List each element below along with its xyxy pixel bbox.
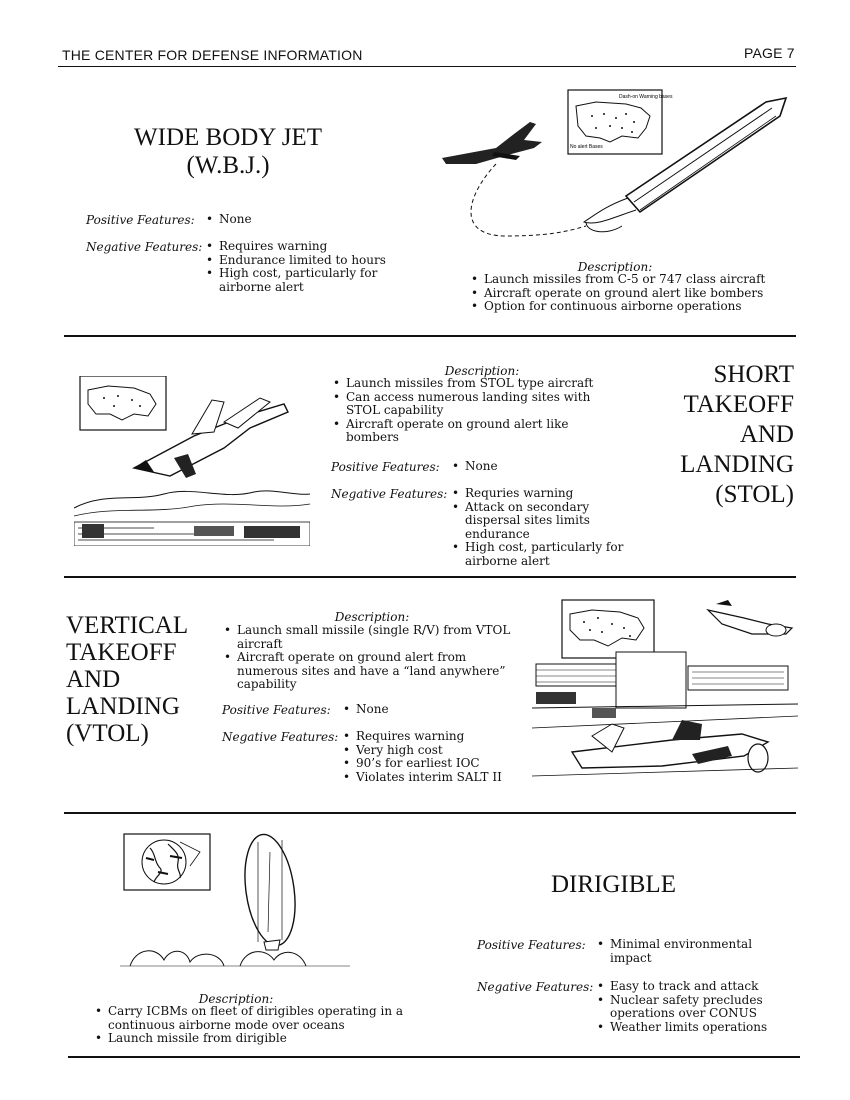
dirigible-positive-label: Positive Features: [477,938,586,952]
wbj-positive-list [205,213,385,227]
list-item: • Endurance limited to hours [205,254,395,268]
section-divider [64,335,796,337]
vtol-negative-list [342,730,522,784]
list-item: • Can access numerous landing sites with STOL capability [332,391,622,418]
header-rule [58,66,796,67]
wbj-illustration [436,86,796,246]
list-item: • Launch missiles from STOL type aircraft [332,377,622,391]
dirigible-positive-list [596,938,766,965]
wbj-title-line1: WIDE BODY JET [134,124,322,151]
list-item: • Easy to track and attack [596,980,776,994]
list-item: • High cost, particularly for airborne alert [205,267,395,294]
stol-title-line: SHORT [713,361,794,388]
stol-illustration [74,376,310,546]
list-item: • Option for continuous airborne operations [470,300,780,314]
vtol-title-line: LANDING [66,693,180,720]
map-label-alert: No alert Bases [570,144,603,150]
page-number: PAGE 7 [744,45,795,61]
vtol-title-line: VERTICAL [66,612,189,639]
stol-title-line: TAKEOFF [683,391,794,418]
section-divider [64,576,796,578]
list-item: • Requires warning [342,730,522,744]
vtol-title-line: (VTOL) [66,720,149,747]
list-item: • Requries warning [451,487,647,501]
list-item: • None [205,213,385,227]
vtol-description-list [223,624,523,692]
wbj-title-line2: (W.B.J.) [186,152,270,179]
list-item: • Aircraft operate on ground alert like bombers [332,418,622,445]
stol-title-line: (STOL) [715,481,794,508]
list-item: • High cost, particularly for airborne alert [451,541,647,568]
dirigible-title: DIRIGIBLE [551,871,676,898]
list-item: • Aircraft operate on ground alert like bombers [470,287,780,301]
publisher-header: THE CENTER FOR DEFENSE INFORMATION [62,47,363,63]
vtol-positive-list [342,703,502,717]
list-item: • None [451,460,631,474]
wbj-negative-list [205,240,395,294]
list-item: • Weather limits operations [596,1021,776,1035]
list-item: • Carry ICBMs on fleet of dirigibles operating in a continuous airborne mode over oceans [94,1005,404,1032]
list-item: • Aircraft operate on ground alert from numerous sites and have a “land anywhere” capability [223,651,523,692]
section-divider [64,812,796,814]
dirigible-description-label: Description: [198,992,274,1006]
wbj-positive-label: Positive Features: [86,213,195,227]
vtol-title [66,612,216,747]
wbj-description-list [470,273,780,314]
dirigible-negative-list [596,980,776,1034]
stol-positive-label: Positive Features: [331,460,440,474]
list-item: • None [342,703,502,717]
list-item: • Requires warning [205,240,395,254]
vtol-title-line: TAKEOFF [66,639,177,666]
wbj-title [128,124,328,180]
list-item: • Launch missile from dirigible [94,1032,404,1046]
list-item: • Minimal environmental impact [596,938,766,965]
stol-description-list [332,377,622,445]
dirigible-negative-label: Negative Features: [477,980,594,994]
list-item: • Attack on secondary dispersal sites limits endurance [451,501,647,542]
vtol-illustration [532,596,798,788]
vtol-negative-label: Negative Features: [222,730,339,744]
vtol-title-line: AND [66,666,121,693]
stol-negative-list [451,487,647,568]
wbj-negative-label: Negative Features: [86,240,203,254]
wbj-description-label: Description: [577,260,653,274]
list-item: • Launch small missile (single R/V) from VTOL aircraft [223,624,523,651]
stol-title-line: LANDING [680,451,794,478]
dirigible-illustration [120,832,350,972]
footer-rule [68,1056,800,1058]
list-item: • Very high cost [342,744,522,758]
vtol-description-label: Description: [334,610,410,624]
vtol-positive-label: Positive Features: [222,703,331,717]
stol-positive-list [451,460,631,474]
stol-negative-label: Negative Features: [331,487,448,501]
stol-description-label: Description: [444,364,520,378]
dirigible-description-list [94,1005,404,1046]
stol-title-line: AND [739,421,794,448]
list-item: • Launch missiles from C-5 or 747 class aircraft [470,273,780,287]
stol-title [650,360,794,510]
map-label-dash: Dash-on Warning bases [619,94,673,100]
list-item: • Violates interim SALT II [342,771,522,785]
list-item: • 90’s for earliest IOC [342,757,522,771]
list-item: • Nuclear safety precludes operations over CONUS [596,994,776,1021]
